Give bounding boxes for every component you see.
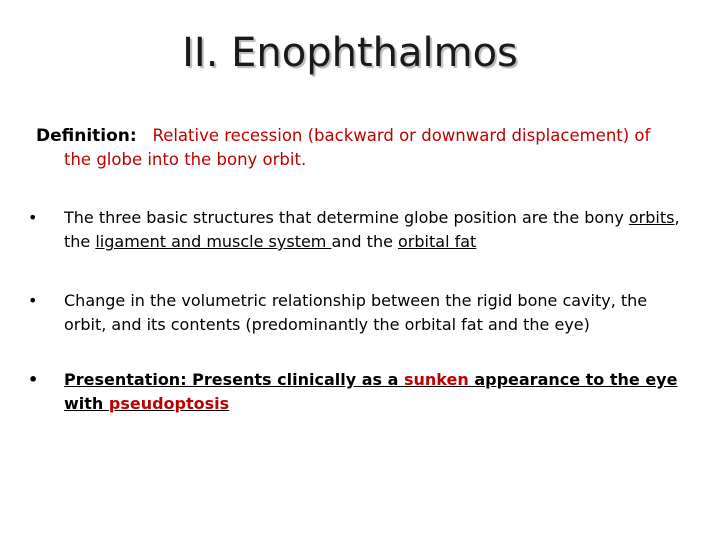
bullet-text-part: Presentation: Presents clinically as a [64, 370, 404, 389]
definition-term: Definition: [36, 126, 137, 146]
slide-title: II. Enophthalmos [182, 30, 518, 76]
bullet-marker: • [28, 370, 39, 389]
bullet-text [28, 368, 688, 416]
bullet-text-part: The three basic structures that determine globe position are the bony [64, 208, 629, 227]
bullet-presentation [28, 368, 688, 416]
definition-spacer [142, 126, 153, 145]
definition-lead: Relative recession (backward or downward displacement) of [152, 126, 651, 145]
sunken-term: sunken [403, 370, 469, 389]
bullet-marker: • [28, 291, 38, 310]
definition-block [36, 124, 686, 172]
bullet-marker: • [28, 208, 38, 227]
bullet-text: Change in the volumetric relationship between the rigid bone cavity, the orbit, and its contents (predominantly the orbital fat and the eye) [64, 291, 648, 334]
bullet-text-part: and the [331, 232, 399, 251]
orbital-fat-link: orbital fat [398, 232, 477, 251]
bullet-structures [28, 206, 688, 254]
bullet-text-part: appearance to the eye with [64, 370, 678, 413]
bullet-volumetric [28, 289, 688, 337]
orbits-link: orbits [628, 208, 675, 227]
bullet-text-part: , the [64, 208, 680, 251]
bullet-text [28, 206, 688, 254]
definition-continuation: the globe into the bony orbit. [64, 150, 307, 169]
ligament-muscle-link: ligament and muscle system [95, 232, 332, 251]
pseudoptosis-term: pseudoptosis [108, 394, 230, 413]
